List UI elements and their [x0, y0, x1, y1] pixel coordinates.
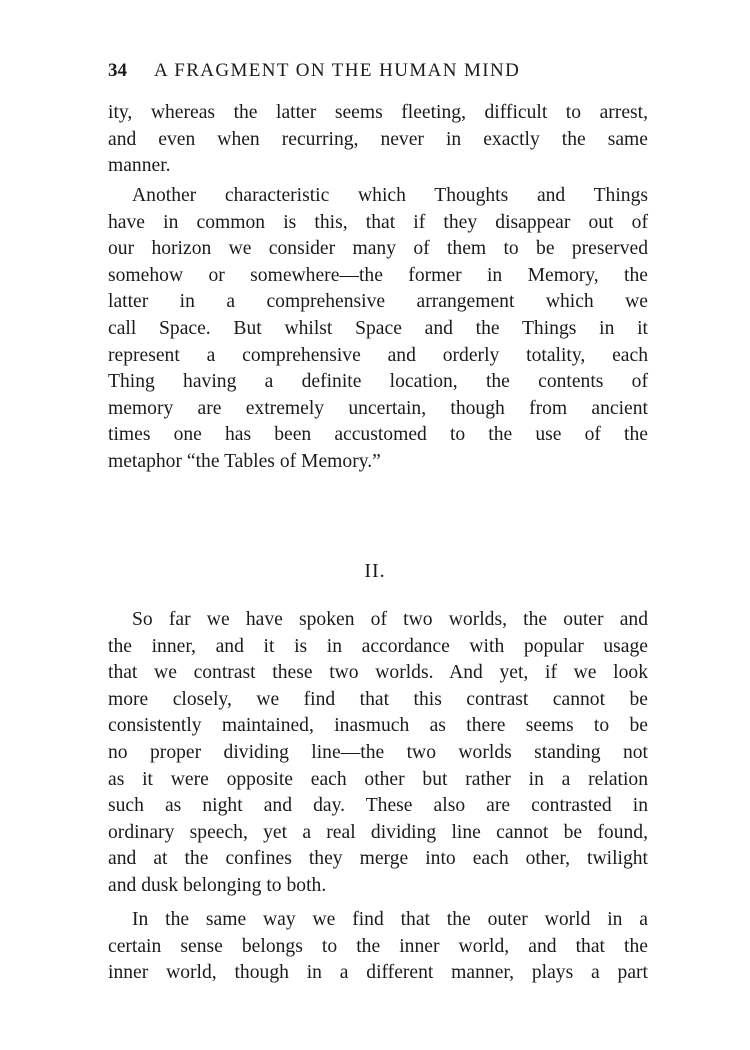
text-line: certain sense belongs to the inner world, and that the: [108, 935, 648, 957]
text-line: our horizon we consider many of them to be preserved: [108, 238, 648, 260]
text-line: no proper dividing line—the two worlds standing not: [108, 741, 648, 763]
text-line: Another characteristic which Thoughts and Things: [132, 185, 648, 206]
text-line: inner world, though in a different manner, plays a part: [108, 962, 648, 984]
running-head: [108, 60, 648, 82]
text-line: consistently maintained, inasmuch as there seems to be: [108, 715, 648, 737]
text-line: and dusk belonging to both.: [108, 874, 327, 896]
text-line: In the same way we find that the outer world in a: [132, 909, 648, 930]
text-line: call Space. But whilst Space and the Things in it: [108, 317, 648, 339]
text-line: such as night and day. These also are contrasted in: [108, 795, 648, 817]
text-line: ity, whereas the latter seems fleeting, difficult to arrest,: [108, 102, 648, 123]
paragraph-continuation: [108, 100, 648, 180]
text-line: as it were opposite each other but rather in a relation: [108, 768, 648, 790]
section-heading: II.: [364, 560, 386, 582]
paragraph-outer-inner: [108, 907, 648, 987]
text-line: ordinary speech, yet a real dividing line cannot be found,: [108, 821, 648, 843]
text-line: times one has been accustomed to the use of the: [108, 424, 648, 446]
text-line: represent a comprehensive and orderly totality, each: [108, 344, 648, 366]
text-line: manner.: [108, 155, 171, 177]
text-line: the inner, and it is in accordance with popular usage: [108, 635, 648, 657]
text-line: and even when recurring, never in exactly the same: [108, 128, 648, 150]
text-line: that we contrast these two worlds. And yet, if we look: [108, 662, 648, 684]
paragraph-two-worlds: [108, 607, 648, 900]
paragraph-memory-space: [108, 183, 648, 476]
text-line: and at the confines they merge into each other, twilight: [108, 848, 648, 870]
text-line: somehow or somewhere—the former in Memory, the: [108, 264, 648, 286]
running-title: A FRAGMENT ON THE HUMAN MIND: [154, 60, 521, 81]
text-line: latter in a comprehensive arrangement which we: [108, 291, 648, 313]
text-line: metaphor “the Tables of Memory.”: [108, 450, 381, 472]
text-line: memory are extremely uncertain, though from ancient: [108, 397, 648, 419]
page-number: 34: [108, 60, 127, 81]
text-line: So far we have spoken of two worlds, the outer and: [132, 609, 648, 630]
text-line: more closely, we find that this contrast cannot be: [108, 688, 648, 710]
text-line: Thing having a definite location, the contents of: [108, 371, 648, 393]
text-line: have in common is this, that if they disappear out of: [108, 211, 648, 233]
